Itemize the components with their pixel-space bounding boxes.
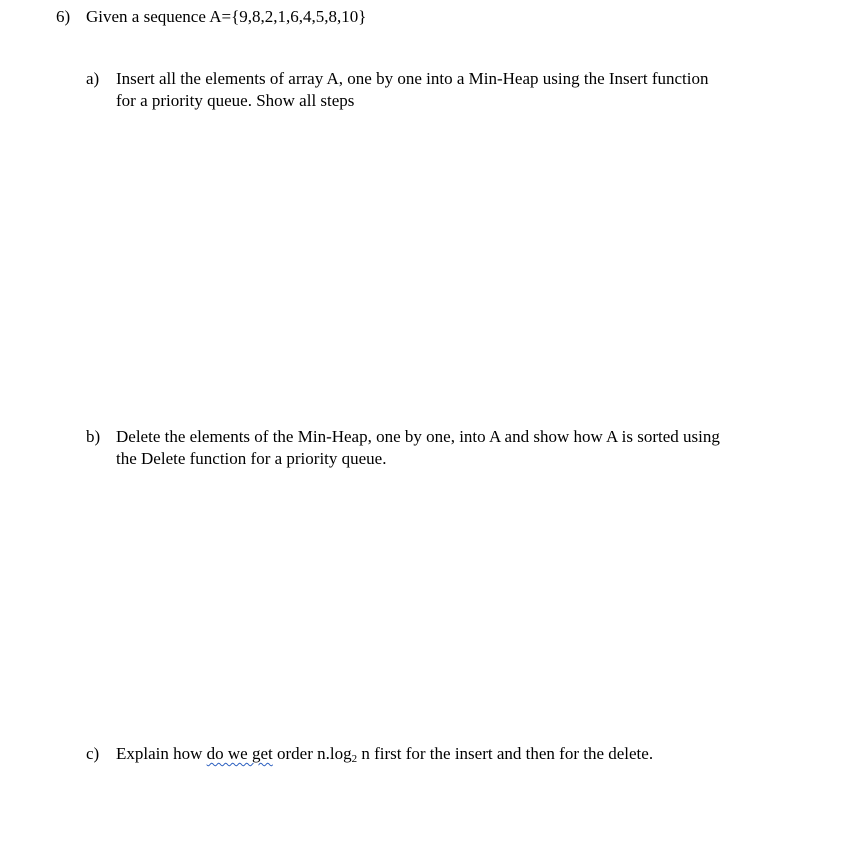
part-a-line-2: for a priority queue. Show all steps — [116, 91, 355, 110]
part-c-text-mid: order n.log — [272, 744, 352, 763]
grammar-underlined-phrase[interactable]: do we get — [206, 744, 273, 763]
part-c-label: c) — [86, 744, 100, 763]
part-a-label: a) — [86, 69, 100, 88]
part-c-text — [116, 743, 786, 765]
log-base-subscript: 2 — [351, 753, 358, 765]
part-b-line-1: Delete the elements of the Min-Heap, one by one, into A and show how A is sorted using — [116, 427, 720, 446]
part-b-label: b) — [86, 427, 101, 446]
question-number: 6) — [56, 7, 71, 26]
question-text: Given a sequence A={9,8,2,1,6,4,5,8,10} — [86, 7, 367, 26]
part-c-line — [116, 743, 786, 765]
part-b-text — [116, 426, 786, 470]
part-c-text-before: Explain how — [116, 744, 207, 763]
part-a-line-1: Insert all the elements of array A, one by one into a Min-Heap using the Insert function — [116, 69, 709, 88]
part-c-text-after: n first for the insert and then for the delete. — [357, 744, 654, 763]
part-b-line-2: the Delete function for a priority queue. — [116, 449, 387, 468]
part-a-text — [116, 68, 786, 112]
